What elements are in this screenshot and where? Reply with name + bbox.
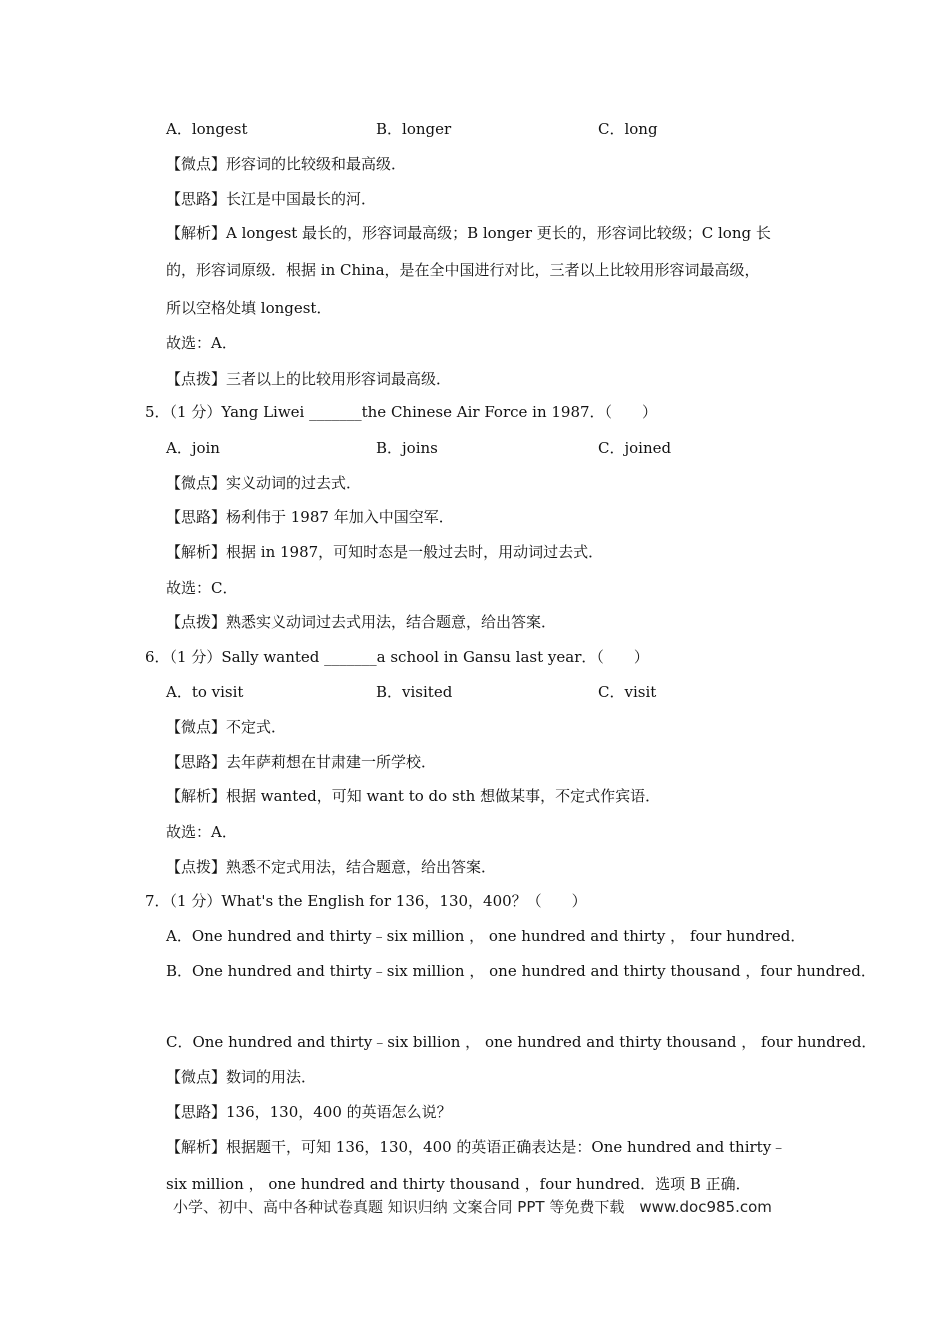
q5-answer: 故选：C． bbox=[166, 579, 238, 597]
q6-silu: 【思路】去年萨莉想在甘肃建一所学校． bbox=[166, 753, 437, 771]
q4-answer: 故选：A． bbox=[166, 334, 237, 352]
q6-answer: 故选：A． bbox=[166, 823, 237, 841]
q4-silu: 【思路】长江是中国最长的河． bbox=[166, 190, 377, 208]
q4-jiexi-line2: 的，形容词原级．根据 in China，是在全中国进行对比，三者以上比较用形容词最高级， bbox=[166, 261, 760, 279]
q4-jiexi-line1: 【解析】A longest 最长的，形容词最高级；B longer 更长的，形容词比较级；C long 长 bbox=[166, 224, 771, 242]
q4-option-c: C．long bbox=[598, 120, 658, 138]
q6-jiexi: 【解析】根据 wanted，可知 want to do sth 想做某事，不定式作宾语． bbox=[166, 787, 661, 805]
q6-stem: 6．（1 分）Sally wanted _______a school in Gansu last year．（ ） bbox=[145, 648, 649, 666]
q4-dianbo: 【点拨】三者以上的比较用形容词最高级． bbox=[166, 370, 452, 388]
q7-option-b: B．One hundred and thirty﹣six million ， one hundred and thirty thousand ，four hundred． bbox=[166, 962, 876, 980]
q4-weidian: 【微点】形容词的比较级和最高级． bbox=[166, 155, 407, 173]
q6-weidian: 【微点】不定式． bbox=[166, 718, 287, 736]
q7-weidian: 【微点】数词的用法． bbox=[166, 1068, 317, 1086]
q6-dianbo: 【点拨】熟悉不定式用法，结合题意，给出答案． bbox=[166, 858, 497, 876]
q4-jiexi-line3: 所以空格处填 longest． bbox=[166, 299, 332, 317]
q5-option-a: A．join bbox=[166, 439, 220, 457]
q7-option-c: C．One hundred and thirty﹣six billion ， one hundred and thirty thousand ， four hundred． bbox=[166, 1033, 877, 1051]
q6-option-a: A．to visit bbox=[166, 683, 244, 701]
q7-stem: 7．（1 分）What's the English for 136，130，400？（ ） bbox=[145, 892, 587, 910]
page-footer: 小学、初中、高中各种试卷真题 知识归纳 文案合同 PPT 等免费下载 www.doc985.com bbox=[173, 1198, 772, 1216]
q6-option-c: C．visit bbox=[598, 683, 657, 701]
q6-option-b: B．visited bbox=[376, 683, 453, 701]
q7-silu: 【思路】136，130，400 的英语怎么说？ bbox=[166, 1103, 452, 1121]
q5-jiexi: 【解析】根据 in 1987，可知时态是一般过去时，用动词过去式． bbox=[166, 543, 604, 561]
q4-option-b: B．longer bbox=[376, 120, 452, 138]
q7-option-a: A．One hundred and thirty﹣six million ， one hundred and thirty ， four hundred． bbox=[166, 927, 806, 945]
q5-option-b: B．joins bbox=[376, 439, 438, 457]
q5-weidian: 【微点】实义动词的过去式． bbox=[166, 474, 362, 492]
q5-stem: 5．（1 分）Yang Liwei _______the Chinese Air Force in 1987．（ ） bbox=[145, 403, 658, 421]
q7-jiexi-line1: 【解析】根据题干，可知 136，130，400 的英语正确表达是：One hundred and thirty﹣ bbox=[166, 1138, 787, 1156]
q5-option-c: C．joined bbox=[598, 439, 672, 457]
q5-dianbo: 【点拨】熟悉实义动词过去式用法，结合题意，给出答案． bbox=[166, 613, 557, 631]
q7-jiexi-line2: six million ， one hundred and thirty thousand ，four hundred．选项 B 正确． bbox=[166, 1175, 751, 1193]
q5-silu: 【思路】杨利伟于 1987 年加入中国空军． bbox=[166, 508, 454, 526]
q4-option-a: A．longest bbox=[166, 120, 248, 138]
